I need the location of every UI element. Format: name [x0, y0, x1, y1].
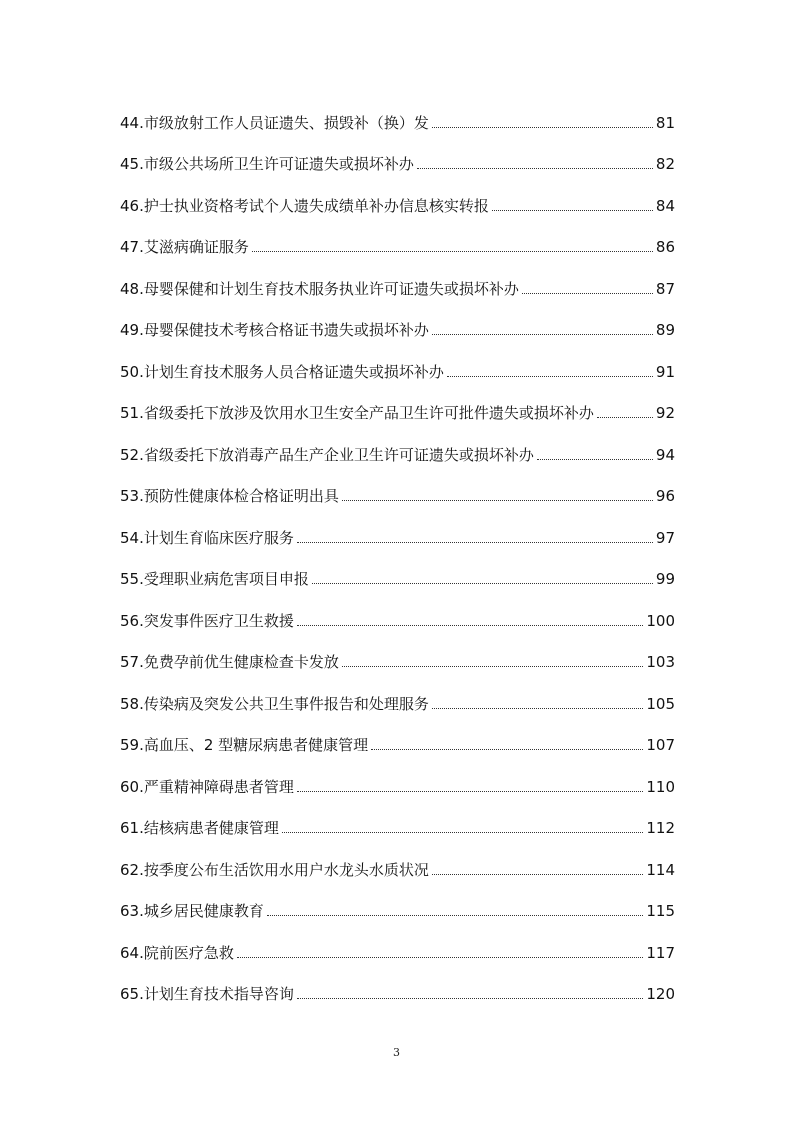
dot-leader — [297, 542, 653, 543]
toc-entry[interactable] — [120, 558, 675, 600]
toc-entry[interactable] — [120, 309, 675, 351]
toc-entry-title: 57.免费孕前优生健康检查卡发放 — [120, 653, 339, 671]
toc-entry[interactable] — [120, 599, 675, 641]
dot-leader — [522, 293, 653, 294]
toc-entry[interactable] — [120, 973, 675, 1015]
toc-entry-title: 58.传染病及突发公共卫生事件报告和处理服务 — [120, 694, 429, 713]
toc-entry-page: 99 — [655, 570, 675, 588]
toc-entry-title: 60.严重精神障碍患者管理 — [120, 777, 294, 796]
toc-entry-title: 45.市级公共场所卫生许可证遗失或损坏补办 — [120, 155, 414, 173]
toc-entry-title: 48.母婴保健和计划生育技术服务执业许可证遗失或损坏补办 — [120, 279, 519, 298]
toc-entry[interactable] — [120, 682, 675, 724]
toc-entry[interactable] — [120, 475, 675, 517]
toc-entry[interactable] — [120, 890, 675, 932]
toc-entry-title: 54.计划生育临床医疗服务 — [120, 528, 294, 547]
toc-entry-title: 55.受理职业病危害项目申报 — [120, 570, 309, 588]
toc-entry[interactable] — [120, 267, 675, 309]
toc-entry[interactable] — [120, 848, 675, 890]
toc-entry[interactable] — [120, 516, 675, 558]
dot-leader — [432, 334, 653, 335]
dot-leader — [312, 583, 653, 584]
dot-leader — [371, 749, 643, 750]
dot-leader — [282, 832, 644, 833]
dot-leader — [342, 500, 653, 501]
toc-entry[interactable] — [120, 350, 675, 392]
toc-entry-page: 115 — [646, 902, 675, 920]
toc-entry[interactable] — [120, 807, 675, 849]
toc-entry-page: 120 — [646, 985, 675, 1003]
toc-entry[interactable] — [120, 641, 675, 683]
dot-leader — [492, 210, 653, 211]
toc-entry-page: 94 — [655, 445, 675, 464]
table-of-contents — [120, 101, 675, 1014]
toc-entry[interactable] — [120, 226, 675, 268]
toc-entry-page: 96 — [655, 487, 675, 505]
dot-leader — [267, 915, 644, 916]
toc-entry-page: 92 — [655, 404, 675, 422]
toc-entry-title: 50.计划生育技术服务人员合格证遗失或损坏补办 — [120, 362, 444, 381]
toc-entry-page: 112 — [646, 819, 675, 837]
dot-leader — [252, 251, 653, 252]
dot-leader — [432, 127, 653, 128]
toc-entry-title: 64.院前医疗急救 — [120, 943, 234, 962]
toc-entry-title: 56.突发事件医疗卫生救援 — [120, 611, 294, 630]
page-number: 3 — [393, 1046, 400, 1059]
toc-entry-title: 46.护士执业资格考试个人遗失成绩单补办信息核实转报 — [120, 196, 489, 215]
dot-leader — [597, 417, 653, 418]
toc-entry[interactable] — [120, 392, 675, 434]
dot-leader — [342, 666, 644, 667]
toc-entry-page: 87 — [655, 279, 675, 298]
toc-entry-page: 103 — [646, 653, 675, 671]
toc-entry[interactable] — [120, 143, 675, 185]
toc-entry-page: 81 — [655, 113, 675, 132]
toc-entry[interactable] — [120, 433, 675, 475]
dot-leader — [447, 376, 653, 377]
toc-entry-title: 44.市级放射工作人员证遗失、损毁补（换）发 — [120, 113, 429, 132]
toc-entry-page: 84 — [655, 196, 675, 215]
toc-entry-title: 47.艾滋病确证服务 — [120, 238, 249, 256]
toc-entry-title: 63.城乡居民健康教育 — [120, 902, 264, 920]
toc-entry-title: 61.结核病患者健康管理 — [120, 819, 279, 837]
toc-entry-page: 114 — [646, 860, 675, 879]
toc-entry-page: 97 — [655, 528, 675, 547]
toc-entry-page: 105 — [646, 694, 675, 713]
toc-entry-title: 65.计划生育技术指导咨询 — [120, 985, 294, 1003]
dot-leader — [297, 625, 644, 626]
dot-leader — [432, 874, 644, 875]
toc-entry-page: 107 — [646, 736, 675, 754]
toc-entry-page: 89 — [655, 321, 675, 339]
dot-leader — [237, 957, 644, 958]
toc-entry-title: 49.母婴保健技术考核合格证书遗失或损坏补办 — [120, 321, 429, 339]
toc-entry-page: 86 — [655, 238, 675, 256]
toc-entry[interactable] — [120, 931, 675, 973]
toc-entry-page: 100 — [646, 611, 675, 630]
toc-entry-page: 91 — [655, 362, 675, 381]
toc-entry-title: 52.省级委托下放消毒产品生产企业卫生许可证遗失或损坏补办 — [120, 445, 534, 464]
toc-entry[interactable] — [120, 724, 675, 766]
toc-entry-title: 59.高血压、2 型糖尿病患者健康管理 — [120, 736, 369, 754]
toc-entry-page: 110 — [646, 777, 675, 796]
toc-entry[interactable] — [120, 184, 675, 226]
dot-leader — [417, 168, 653, 169]
toc-entry[interactable] — [120, 101, 675, 143]
toc-entry-title: 62.按季度公布生活饮用水用户水龙头水质状况 — [120, 860, 429, 879]
toc-entry[interactable] — [120, 765, 675, 807]
dot-leader — [297, 791, 644, 792]
toc-entry-page: 117 — [646, 943, 675, 962]
dot-leader — [297, 998, 644, 999]
toc-entry-title: 53.预防性健康体检合格证明出具 — [120, 487, 339, 505]
toc-entry-page: 82 — [655, 155, 675, 173]
dot-leader — [537, 459, 653, 460]
toc-entry-title: 51.省级委托下放涉及饮用水卫生安全产品卫生许可批件遗失或损坏补办 — [120, 404, 594, 422]
dot-leader — [432, 708, 644, 709]
